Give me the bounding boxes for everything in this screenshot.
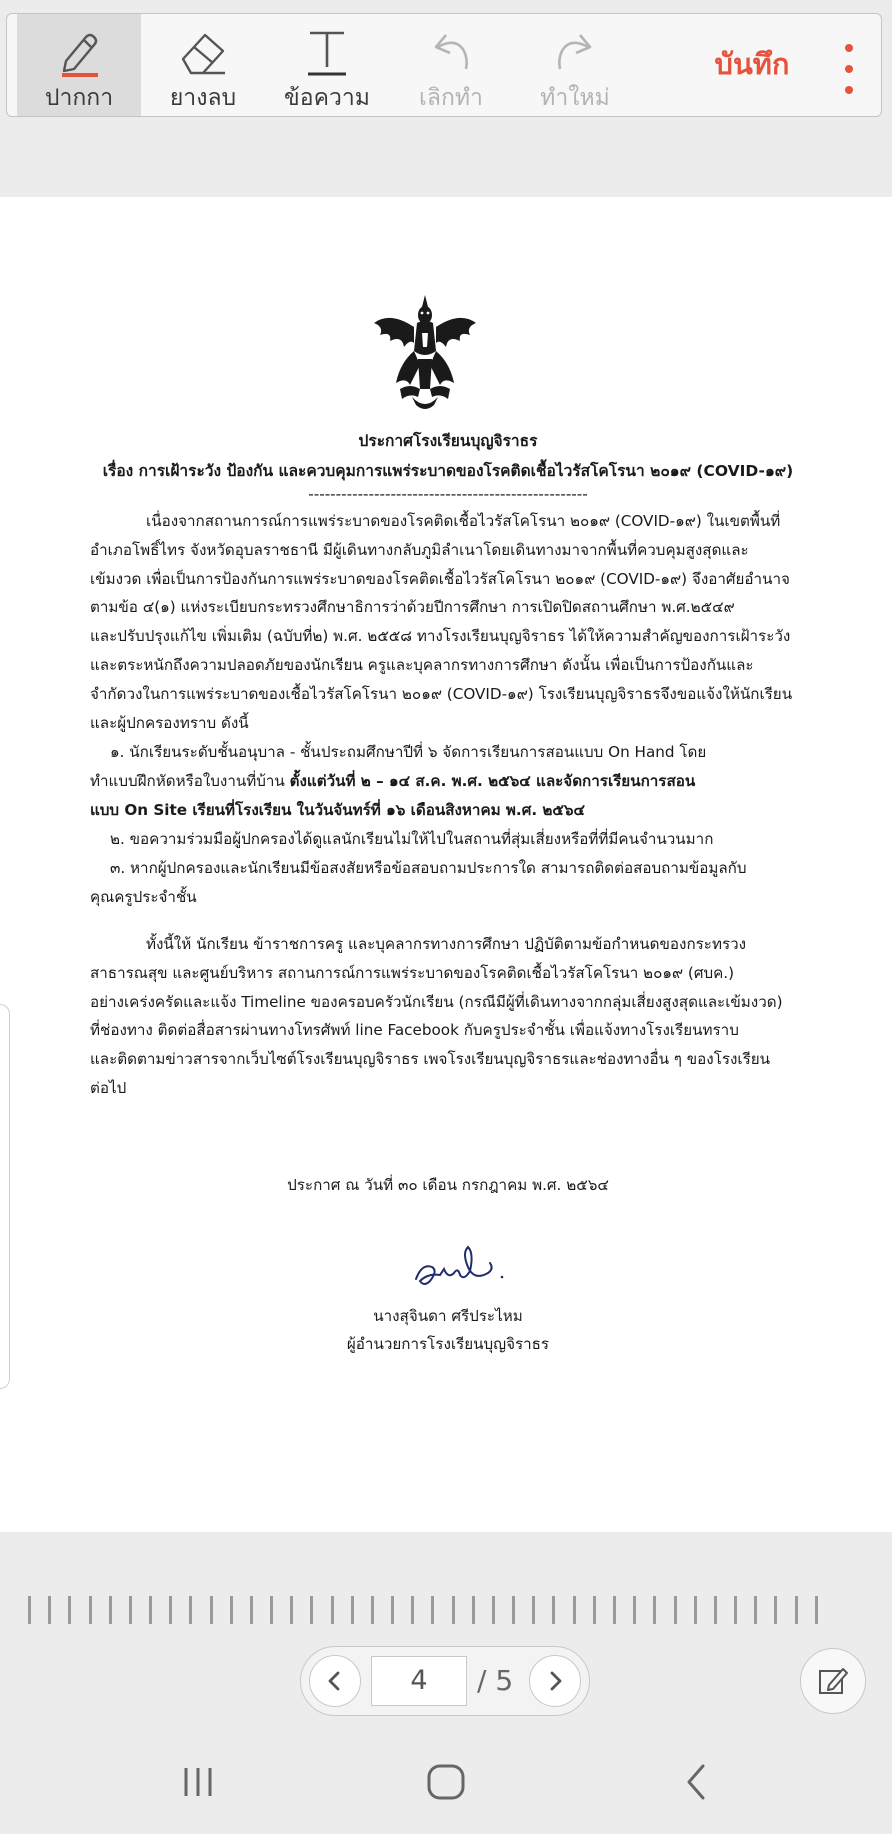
intro-line: เข้มงวด เพื่อเป็นการป้องกันการแพร่ระบาดของโรคติดเชื้อไวรัสโคโรนา ๒๐๑๙ (COVID-๑๙) จึงอาศัยอำนาจ <box>90 569 790 588</box>
undo-icon <box>426 26 476 78</box>
system-navigation-bar <box>0 1728 892 1834</box>
side-panel-handle[interactable] <box>0 1004 10 1389</box>
intro-line: และตระหนักถึงความปลอดภัยของนักเรียน ครูและบุคลากรทางการศึกษา ดังนั้น เพื่อเป็นการป้องกันและ <box>90 655 754 674</box>
previous-page-button[interactable] <box>309 1655 361 1707</box>
redo-icon <box>550 26 600 78</box>
more-vertical-icon[interactable] <box>829 44 869 94</box>
item-3 <box>90 854 806 912</box>
pen-icon <box>54 26 104 78</box>
item-1-bold-line: แบบ On Site เรียนที่โรงเรียน ในวันจันทร์ที่ ๑๖ เดือนสิงหาคม พ.ศ. ๒๕๖๔ <box>90 800 586 819</box>
text-icon <box>302 26 352 78</box>
item-3-line: คุณครูประจำชั้น <box>90 887 197 906</box>
signer-name: นางสุจินดา ศรีประไหม <box>373 1307 523 1325</box>
edit-page-icon <box>815 1663 851 1699</box>
item-1-line: ๑. นักเรียนระดับชั้นอนุบาล - ชั้นประถมศึกษาปีที่ ๖ จัดการเรียนการสอนแบบ On Hand โดย <box>110 743 707 761</box>
closing-line: และติดตามข่าวสารจากเว็บไซต์โรงเรียนบุญจิราธร เพจโรงเรียนบุญจิราธรและช่องทางอื่น ๆ ของโรงเรียน <box>90 1050 771 1069</box>
closing-line: อย่างเคร่งครัดและแจ้ง Timeline ของครอบครัวนักเรียน (กรณีมีผู้ที่เดินทางจากกลุ่มเสี่ยงสูงสุดและเข้มงวด) <box>90 992 783 1011</box>
page-scrubber[interactable] <box>28 1596 818 1624</box>
intro-paragraph <box>90 507 806 737</box>
back-icon[interactable] <box>666 1752 726 1812</box>
separator-line: --------------------------------------------------- <box>308 485 588 503</box>
closing-line: ที่ช่องทาง ติดต่อสื่อสารผ่านทางโทรศัพท์ line Facebook กับครูประจำชั้น เพื่อแจ้งทางโรงเรียนทราบ <box>90 1021 739 1040</box>
redo-label: ทำใหม่ <box>540 85 610 111</box>
chevron-right-icon <box>543 1669 567 1693</box>
next-page-button[interactable] <box>529 1655 581 1707</box>
signature <box>408 1233 518 1297</box>
intro-line: และผู้ปกครองทราบ ดังนี้ <box>90 713 249 732</box>
total-pages: / 5 <box>477 1664 514 1697</box>
text-tool-label: ข้อความ <box>284 85 370 111</box>
signer-position: ผู้อำนวยการโรงเรียนบุญจิราธร <box>346 1335 550 1353</box>
intro-line: จำกัดวงในการแพร่ระบาดของเชื้อไวรัสโคโรนา ๒๐๑๙ (COVID-๑๙) โรงเรียนบุญจิราธรจึงขอแจ้งให้นักเรียน <box>90 684 793 703</box>
edit-page-button[interactable] <box>800 1648 866 1714</box>
announcement-date: ประกาศ ณ วันที่ ๓๐ เดือน กรกฎาคม พ.ศ. ๒๕๖๔ <box>287 1176 609 1194</box>
item-1-line <box>90 767 806 796</box>
item-1-text: ทำแบบฝึกหัดหรือใบงานที่บ้าน <box>90 771 290 790</box>
eraser-tool-button[interactable] <box>141 14 265 116</box>
closing-line: ต่อไป <box>90 1078 127 1097</box>
intro-line: เนื่องจากสถานการณ์การแพร่ระบาดของโรคติดเชื้อไวรัสโคโรนา ๒๐๑๙ (COVID-๑๙) ในเขตพื้นที่ <box>146 512 781 530</box>
intro-line: ตามข้อ ๔(๑) แห่งระเบียบกระทรวงศึกษาธิการว่าด้วยปีการศึกษา การเปิดปิดสถานศึกษา พ.ศ.๒๕๔๙ <box>90 598 735 617</box>
item-1 <box>90 738 806 824</box>
undo-label: เลิกทำ <box>419 85 483 111</box>
item-3-line: ๓. หากผู้ปกครองและนักเรียนมีข้อสงสัยหรือข้อสอบถามประการใด สามารถติดต่อสอบถามข้อมูลกับ <box>110 859 747 877</box>
pen-tool-label: ปากกา <box>44 85 114 111</box>
document-page <box>0 197 892 1532</box>
closing-paragraph <box>90 930 806 1103</box>
intro-line: อำเภอโพธิ์ไทร จังหวัดอุบลราชธานี มีผู้เดินทางกลับภูมิลำเนาโดยเดินทางมาจากพื้นที่ควบคุมสูงสุดและ <box>90 540 749 559</box>
closing-line: ทั้งนี้ให้ นักเรียน ข้าราชการครู และบุคลากรทางการศึกษา ปฏิบัติตามข้อกำหนดของกระทรวง <box>146 935 747 953</box>
eraser-tool-label: ยางลบ <box>169 85 237 111</box>
item-2-line: ๒. ขอความร่วมมือผู้ปกครองได้ดูแลนักเรียนไม่ให้ไปในสถานที่สุ่มเสี่ยงหรือที่ที่มีคนจำนวนมาก <box>110 830 714 848</box>
current-page-input[interactable]: 4 <box>371 1656 467 1706</box>
pen-tool-button[interactable] <box>17 14 141 116</box>
garuda-emblem <box>370 293 480 417</box>
item-2 <box>90 825 806 854</box>
announcement-title: ประกาศโรงเรียนบุญจิราธร <box>358 432 538 450</box>
redo-button[interactable] <box>513 14 637 116</box>
text-tool-button[interactable] <box>265 14 389 116</box>
closing-line: สาธารณสุข และศูนย์บริหาร สถานการณ์การแพร่ระบาดของโรคติดเชื้อไวรัสโคโรนา ๒๐๑๙ (ศบค.) <box>90 963 735 982</box>
intro-line: และปรับปรุงแก้ไข เพิ่มเติม (ฉบับที่๒) พ.ศ. ๒๕๕๘ ทางโรงเรียนบุญจิราธร ได้ให้ความสำคัญของการเฝ้าระวัง <box>90 627 791 646</box>
page-indicator <box>300 1646 590 1716</box>
page-navigation-panel <box>0 1532 892 1728</box>
chevron-left-icon <box>323 1669 347 1693</box>
annotation-toolbar <box>6 13 882 117</box>
home-icon[interactable] <box>416 1752 476 1812</box>
save-button[interactable]: บันทึก <box>714 47 790 81</box>
eraser-icon <box>177 26 229 78</box>
item-1-bold-text: ตั้งแต่วันที่ ๒ – ๑๔ ส.ค. พ.ศ. ๒๕๖๔ และจัดการเรียนการสอน <box>289 771 696 790</box>
undo-button[interactable] <box>389 14 513 116</box>
recents-icon[interactable] <box>168 1752 228 1812</box>
announcement-subject: เรื่อง การเฝ้าระวัง ป้องกัน และควบคุมการแพร่ระบาดของโรคติดเชื้อไวรัสโคโรนา ๒๐๑๙ (COVID-๑๙) <box>102 462 794 480</box>
